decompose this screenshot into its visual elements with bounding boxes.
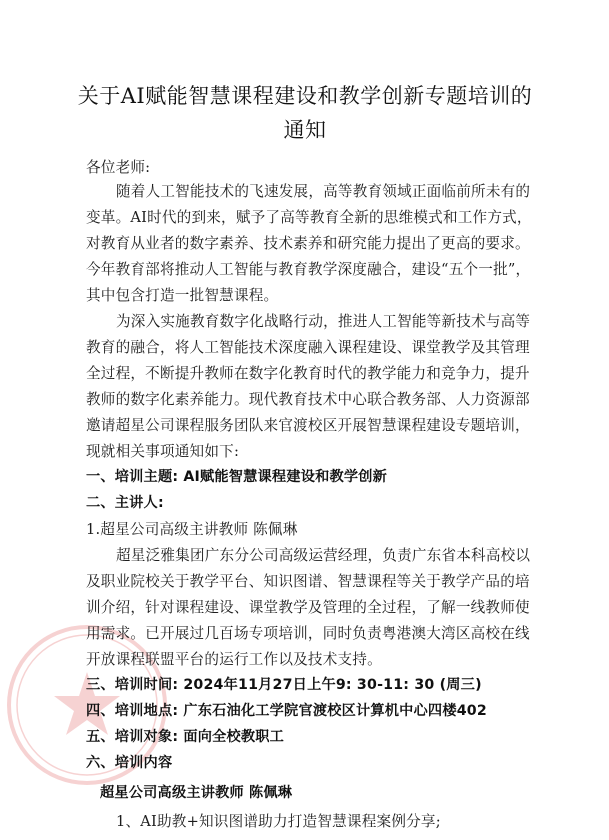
notice-title-line2: 通知 <box>283 118 327 142</box>
speaker-bio-line: 用需求。已开展过几百场专项培训，同时负责粤港澳大湾区高校在线 <box>86 625 530 642</box>
paragraph1-line: 其中包含打造一批智慧课程。 <box>86 287 279 304</box>
paragraph1-line: 随着人工智能技术的飞速发展，高等教育领域正面临前所未有的 <box>116 183 531 200</box>
content-speaker: 超星公司高级主讲教师 陈佩琳 <box>100 785 293 801</box>
paragraph2-line: 全过程，不断提升教师在数字化教育时代的教学能力和竞争力，提升 <box>86 365 530 382</box>
paragraph1-line: 变革。AI时代的到来，赋予了高等教育全新的思维模式和工作方式， <box>86 209 532 226</box>
paragraph1-line: 今年教育部将推动人工智能与教育教学深度融合，建设“五个一批”， <box>86 261 531 278</box>
speaker-bio-line: 训介绍，针对课程建设、课堂教学及管理的全过程，了解一线教师使 <box>86 599 530 616</box>
speaker-bio-line: 开放课程联盟平台的运行工作以及技术支持。 <box>86 651 382 668</box>
notice-title-line1: 关于AI赋能智慧课程建设和教学创新专题培训的 <box>77 84 533 108</box>
paragraph2-line: 教师的数字化素养能力。现代教育技术中心联合教务部、人力资源部 <box>86 391 530 408</box>
section-training-location: 四、培训地点: 广东石油化工学院官渡校区计算机中心四楼402 <box>86 703 487 719</box>
paragraph2-line: 邀请超星公司课程服务团队来官渡校区开展智慧课程建设专题培训， <box>86 417 530 434</box>
paragraph1-line: 对教育从业者的数字素养、技术素养和研究能力提出了更高的要求。 <box>86 235 530 252</box>
speaker-name-line: 1.超星公司高级主讲教师 陈佩琳 <box>86 521 298 538</box>
paragraph2-line: 教育的融合，将人工智能技术深度融入课程建设、课堂教学及其管理 <box>86 339 530 356</box>
section-training-topic: 一、培训主题: AI赋能智慧课程建设和教学创新 <box>86 469 388 485</box>
section-training-audience: 五、培训对象: 面向全校教职工 <box>86 729 285 745</box>
section-training-content: 六、培训内容 <box>86 755 173 771</box>
paragraph2-line: 为深入实施教育数字化战略行动，推进人工智能等新技术与高等 <box>116 313 531 330</box>
salutation: 各位老师: <box>86 159 151 176</box>
section-training-time: 三、培训时间: 2024年11月27日上午9: 30-11: 30 (周三) <box>86 677 482 693</box>
paragraph2-line: 现就相关事项通知如下: <box>86 443 240 460</box>
content-item: 1、AI助教+知识图谱助力打造智慧课程案例分享; <box>116 813 441 830</box>
speaker-bio-line: 及职业院校关于教学平台、知识图谱、智慧课程等关于教学产品的培 <box>86 573 530 590</box>
section-speaker: 二、主讲人: <box>86 495 164 511</box>
speaker-bio-line: 超星泛雅集团广东分公司高级运营经理，负责广东省本科高校以 <box>116 547 531 564</box>
